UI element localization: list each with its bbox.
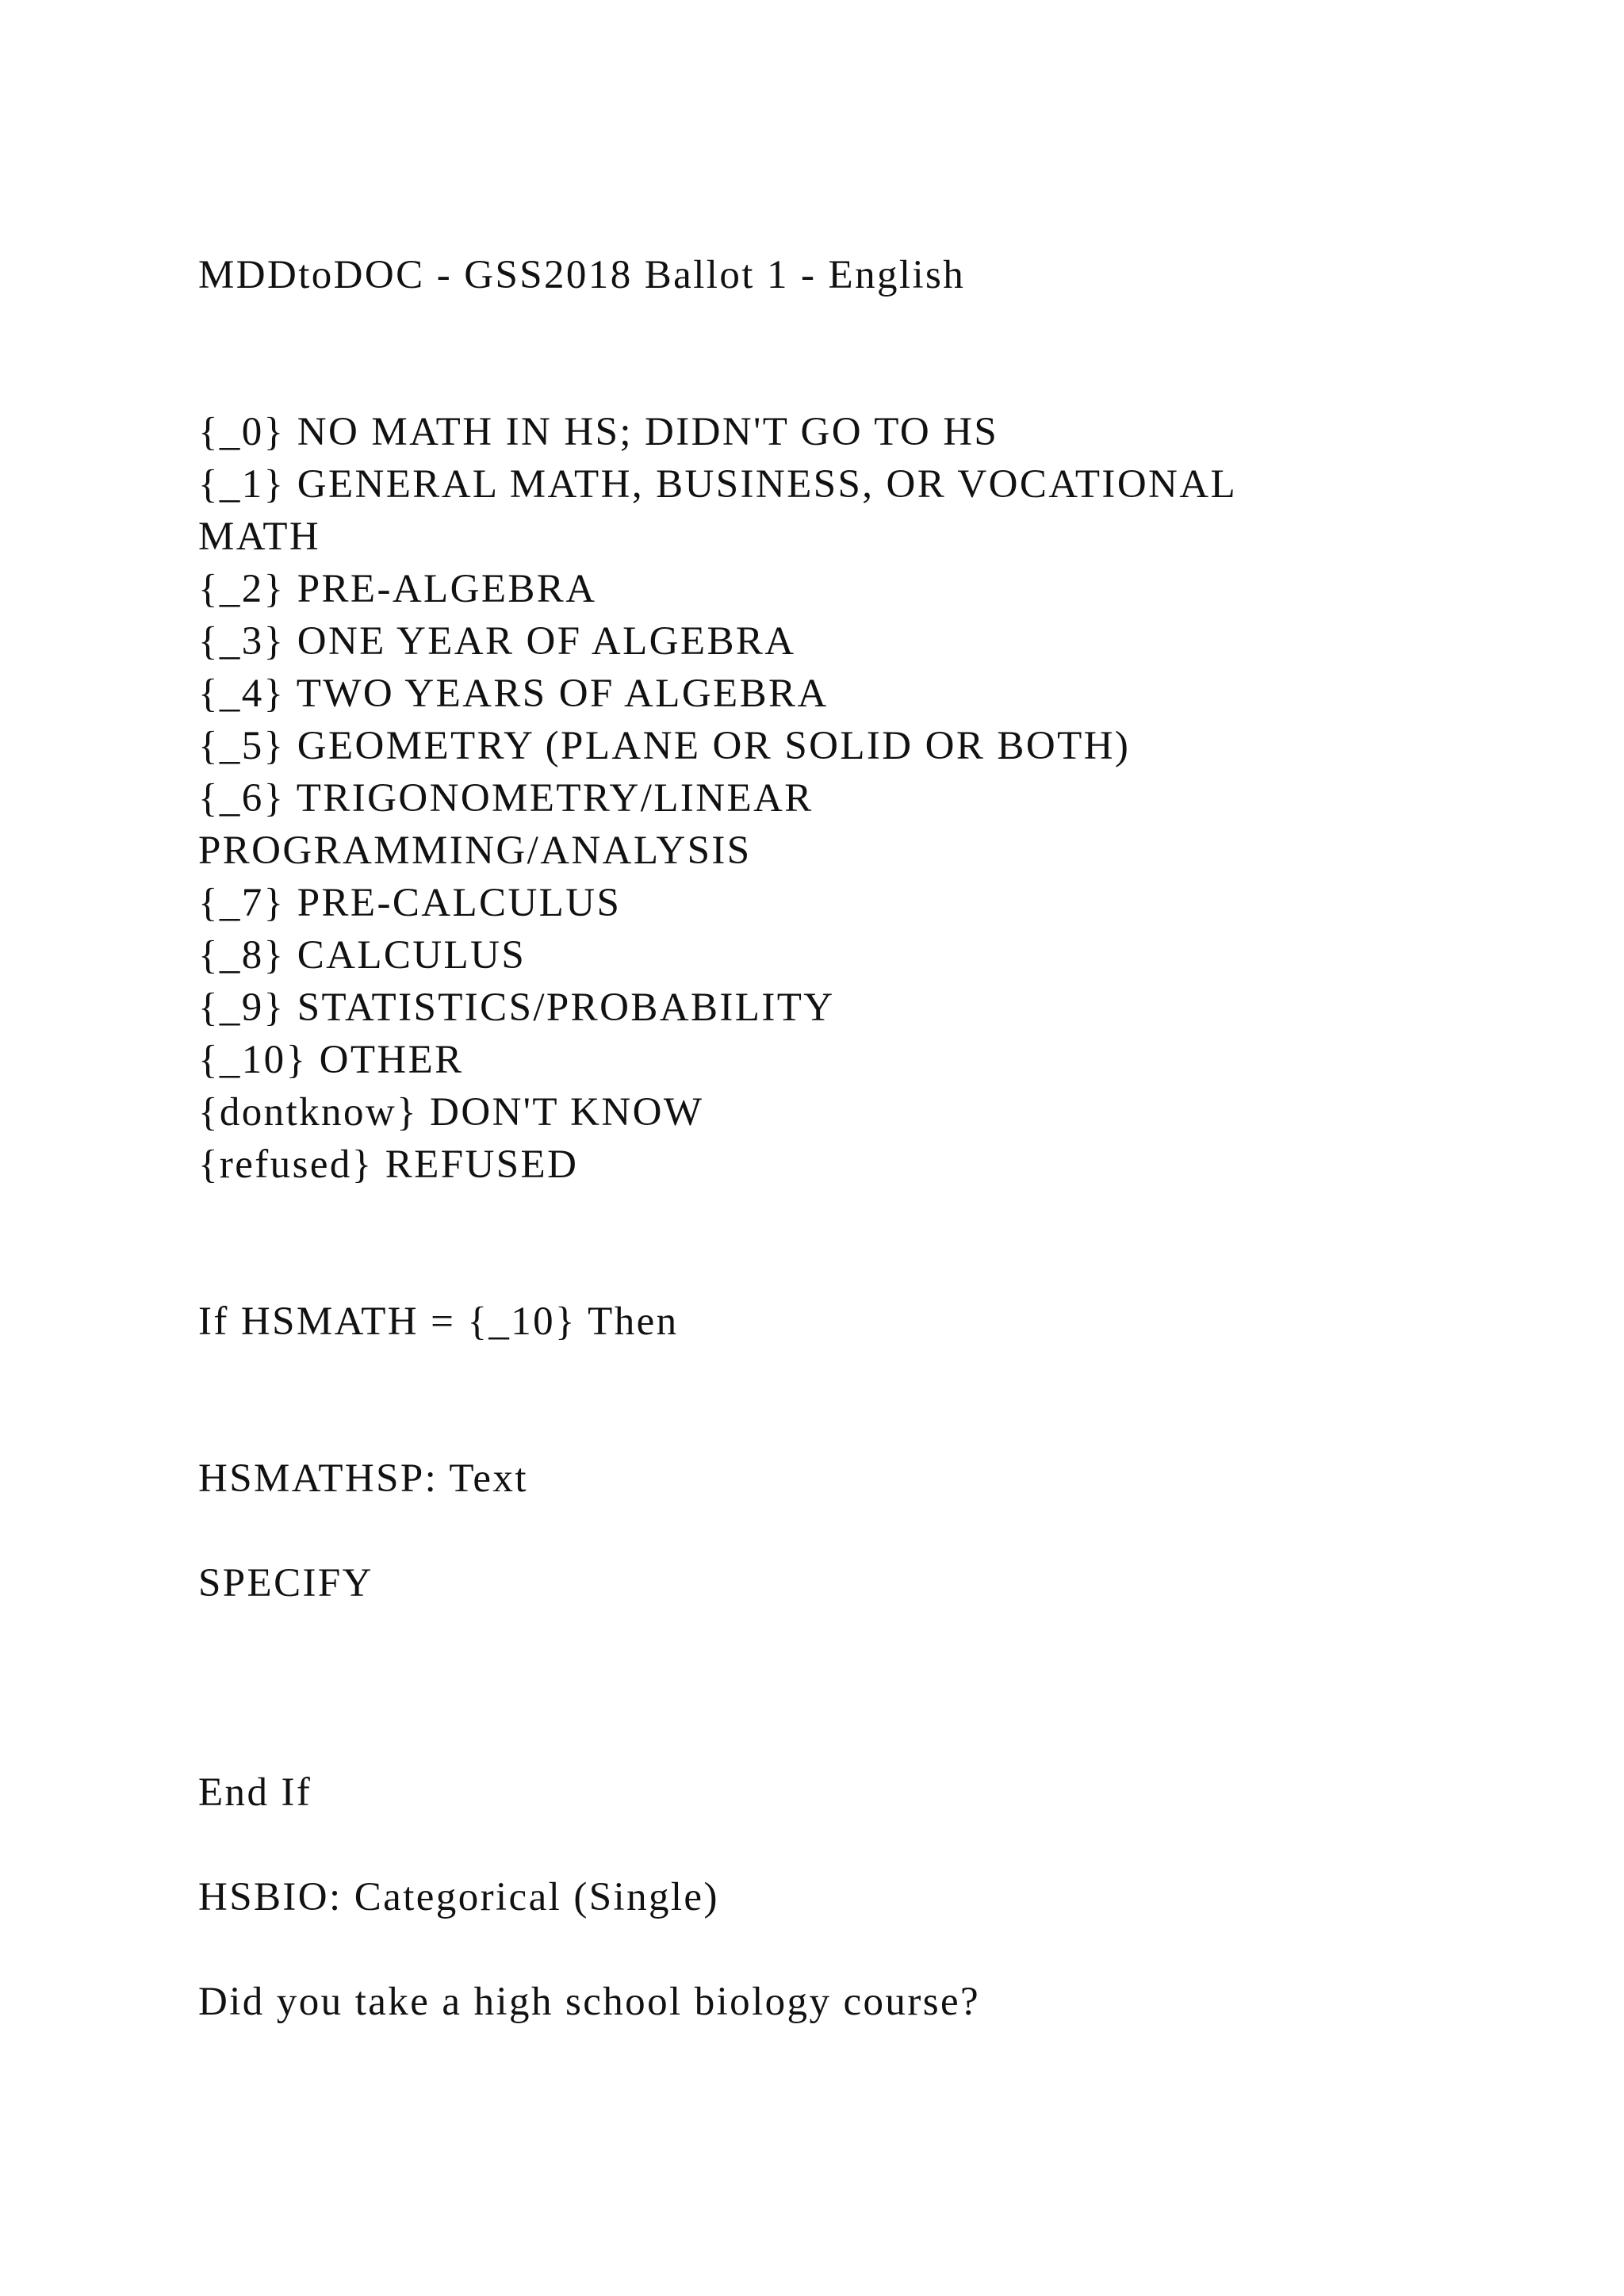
- variable-label: HSMATHSP: Text: [198, 1456, 528, 1501]
- answer-option: {_9} STATISTICS/PROBABILITY: [198, 985, 835, 1030]
- end-if: End If: [198, 1770, 312, 1815]
- answer-option: {_5} GEOMETRY (PLANE OR SOLID OR BOTH): [198, 724, 1131, 768]
- answer-option-continuation: MATH: [198, 515, 321, 559]
- answer-option: {_0} NO MATH IN HS; DIDN'T GO TO HS: [198, 410, 999, 454]
- document-title: MDDtoDOC - GSS2018 Ballot 1 - English: [198, 253, 966, 297]
- answer-option: {_7} PRE-CALCULUS: [198, 881, 622, 925]
- answer-option-continuation: PROGRAMMING/ANALYSIS: [198, 828, 752, 873]
- answer-option: {_10} OTHER: [198, 1038, 464, 1082]
- answer-option: {refused} REFUSED: [198, 1142, 579, 1187]
- question-text: SPECIFY: [198, 1561, 373, 1605]
- answer-option: {_6} TRIGONOMETRY/LINEAR: [198, 776, 814, 821]
- question-text: Did you take a high school biology course?: [198, 1980, 981, 2024]
- answer-option: {dontknow} DON'T KNOW: [198, 1090, 704, 1135]
- if-condition: If HSMATH = {_10} Then: [198, 1299, 679, 1344]
- variable-label: HSBIO: Categorical (Single): [198, 1875, 719, 1919]
- answer-option: {_3} ONE YEAR OF ALGEBRA: [198, 619, 796, 664]
- answer-option: {_2} PRE-ALGEBRA: [198, 567, 597, 611]
- answer-option: {_4} TWO YEARS OF ALGEBRA: [198, 672, 829, 716]
- answer-option: {_8} CALCULUS: [198, 933, 527, 978]
- answer-option: {_1} GENERAL MATH, BUSINESS, OR VOCATIONAL: [198, 462, 1238, 507]
